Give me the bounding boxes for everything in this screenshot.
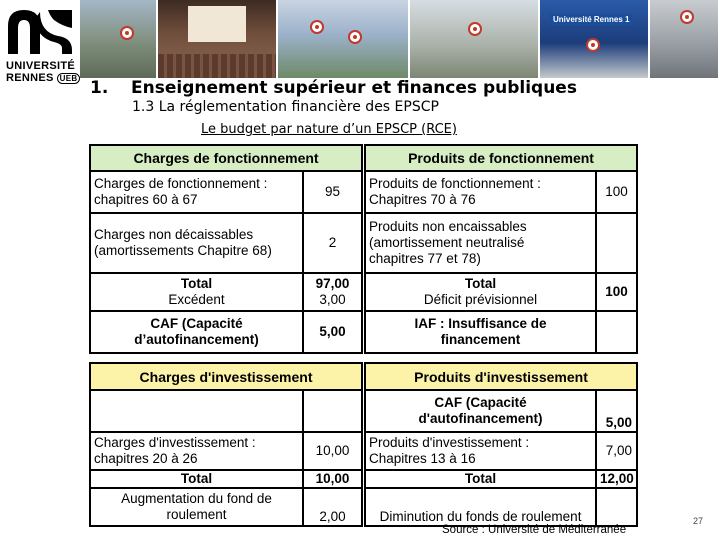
non-cash-charges-value: 2 xyxy=(303,213,362,273)
campus-photo-1 xyxy=(80,0,156,78)
iaf-value xyxy=(596,311,637,353)
operating-charges-value: 95 xyxy=(303,171,362,213)
caf-cell: CAF (Capacité d’autofinancement) xyxy=(90,311,303,353)
target-icon xyxy=(680,10,694,24)
investment-total-charges-label: Total xyxy=(90,470,303,488)
logo-line-2: RENNES xyxy=(6,72,54,84)
investment-total-products-label: Total xyxy=(365,470,596,488)
slide-subtitle: 1.3 La réglementation financière des EPSCP xyxy=(132,99,439,115)
target-icon xyxy=(348,30,362,44)
amphitheatre-photo xyxy=(158,0,276,78)
operating-charges-header: Charges de fonctionnement xyxy=(90,145,362,171)
photo-banner xyxy=(80,0,720,78)
campus-photo-5 xyxy=(650,0,718,78)
investment-caf-value: 5,00 xyxy=(596,390,637,432)
operating-total-products-values: 100 xyxy=(596,273,637,311)
investment-total-charges-value: 10,00 xyxy=(303,470,362,488)
working-capital-decrease-value xyxy=(596,488,637,526)
university-logo xyxy=(4,6,76,88)
heading-number: 1. xyxy=(90,78,109,98)
logo-badge: UEB xyxy=(57,73,81,84)
operating-total-charges: Total Excédent xyxy=(90,273,303,311)
stage-area xyxy=(188,6,246,42)
heading-title: Enseignement supérieur et finances publiques xyxy=(131,78,577,98)
caf-value: 5,00 xyxy=(303,311,362,353)
working-capital-increase-cell: Augmentation du fond de roulement xyxy=(90,488,303,526)
operating-products-value: 100 xyxy=(596,171,637,213)
operating-total-products: Total Déficit prévisionnel xyxy=(365,273,596,311)
operating-charges-cell: Charges de fonctionnement : chapitres 60 à 67 xyxy=(90,171,303,213)
investment-empty-value xyxy=(303,390,362,432)
working-capital-decrease-cell: Diminution du fonds de roulement xyxy=(365,488,596,526)
investment-budget-table xyxy=(89,362,638,527)
iaf-cell: IAF : Insuffisance de financement xyxy=(365,311,596,353)
section-title: Le budget par nature d’un EPSCP (RCE) xyxy=(201,122,457,137)
logo-mark-icon xyxy=(4,6,76,58)
target-icon xyxy=(120,26,134,40)
investment-charges-value: 10,00 xyxy=(303,432,362,470)
operating-products-header: Produits de fonctionnement xyxy=(365,145,637,171)
investment-total-products-value: 12,00 xyxy=(596,470,637,488)
operating-total-charges-values: 97,00 3,00 xyxy=(303,273,362,311)
page-number: 27 xyxy=(693,516,704,526)
logo-line-1: UNIVERSITÉ xyxy=(6,60,76,72)
source-note: Source : Université de Méditerranée xyxy=(442,524,627,536)
non-cash-products-value xyxy=(596,213,637,273)
investment-products-cell: Produits d'investissement : Chapitres 13 à 16 xyxy=(365,432,596,470)
non-cash-charges-cell: Charges non décaissables (amortissements Chapitre 68) xyxy=(90,213,303,273)
investment-caf-cell: CAF (Capacité d'autofinancement) xyxy=(365,390,596,432)
investment-charges-cell: Charges d'investissement : chapitres 20 à 26 xyxy=(90,432,303,470)
operating-budget-table xyxy=(89,144,638,354)
investment-products-header: Produits d'investissement xyxy=(365,363,637,390)
investment-products-value: 7,00 xyxy=(596,432,637,470)
working-capital-increase-value: 2,00 xyxy=(303,488,362,526)
campus-photo-4 xyxy=(540,0,648,78)
target-icon xyxy=(468,22,482,36)
non-cash-products-cell: Produits non encaissables (amortissement neutralisé chapitres 77 et 78) xyxy=(365,213,596,273)
university-sign: Université Rennes 1 xyxy=(550,14,632,25)
seats-area xyxy=(158,54,276,78)
campus-photo-3 xyxy=(410,0,538,78)
target-icon xyxy=(310,20,324,34)
target-icon xyxy=(586,38,600,52)
campus-photo-2 xyxy=(278,0,408,78)
investment-empty-cell xyxy=(90,390,303,432)
logo-wordmark xyxy=(6,60,80,84)
operating-products-cell: Produits de fonctionnement : Chapitres 70 à 76 xyxy=(365,171,596,213)
investment-charges-header: Charges d'investissement xyxy=(90,363,362,390)
